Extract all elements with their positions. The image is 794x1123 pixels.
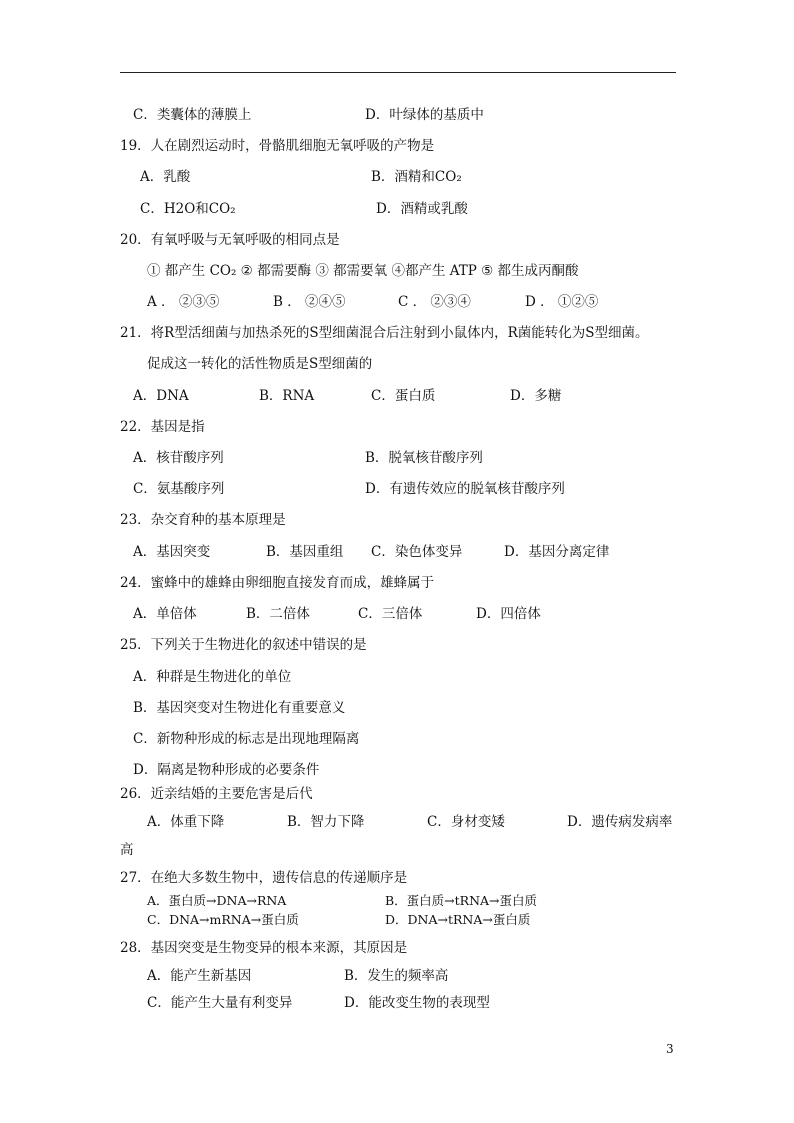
q24-option-c: C．三倍体 [358,606,423,622]
q26-option-c: C．身材变矮 [427,814,505,830]
q24-option-d: D．四倍体 [476,606,541,622]
q18-option-d: D．叶绿体的基质中 [365,107,484,123]
q26-option-b: B．智力下降 [287,814,365,830]
q20-option-a: A ． ②③⑤ [147,294,220,310]
q24-option-b: B．二倍体 [246,606,310,622]
q27-option-c: C．DNA→mRNA→蛋白质 [147,912,299,927]
q25-stem: 25．下列关于生物进化的叙述中错误的是 [120,637,367,653]
q19-stem: 19．人在剧烈运动时，骨骼肌细胞无氧呼吸的产物是 [120,138,435,154]
q26-option-d: D．遗传病发病率 [567,814,673,830]
q22-option-d: D．有遗传效应的脱氧核苷酸序列 [365,481,565,497]
q28-stem: 28．基因突变是生物变异的根本来源，其原因是 [120,940,408,956]
q28-option-b: B．发生的频率高 [344,968,449,984]
q19-option-a: A．乳酸 [140,169,191,185]
q26-stem: 26．近亲结婚的主要危害是后代 [120,786,313,802]
q23-option-c: C．染色体变异 [371,544,463,560]
q25-option-b: B．基因突变对生物进化有重要意义 [133,700,346,716]
q19-option-b: B．酒精和CO₂ [371,169,462,185]
q22-option-a: A．核苷酸序列 [133,450,224,466]
q25-option-a: A．种群是生物进化的单位 [133,669,292,685]
q24-stem: 24．蜜蜂中的雄蜂由卵细胞直接发育而成，雄蜂属于 [120,575,435,591]
q23-option-d: D．基因分离定律 [504,544,610,560]
q22-option-b: B．脱氧核苷酸序列 [365,450,483,466]
q25-option-d: D．隔离是物种形成的必要条件 [133,762,320,778]
q28-option-a: A．能产生新基因 [147,968,252,984]
q21-option-a: A．DNA [133,388,189,404]
q27-option-d: D．DNA→tRNA→蛋白质 [385,912,531,927]
q21-option-d: D．多糖 [510,388,562,404]
q21-option-b: B．RNA [259,388,315,404]
page-number: 3 [666,1042,674,1056]
q27-option-b: B．蛋白质→tRNA→蛋白质 [385,893,538,908]
q28-option-d: D．能改变生物的表现型 [344,995,490,1011]
q24-option-a: A．单倍体 [133,606,197,622]
q26-option-d-wrap: 高 [120,842,134,858]
q26-option-a: A．体重下降 [147,814,225,830]
q27-stem: 27．在绝大多数生物中，遗传信息的传递顺序是 [120,870,408,886]
q19-option-d: D．酒精或乳酸 [376,201,468,217]
q22-option-c: C．氨基酸序列 [133,481,225,497]
q20-option-d: D ． ①②⑤ [525,294,599,310]
q22-stem: 22．基因是指 [120,419,205,435]
q25-option-c: C．新物种形成的标志是出现地理隔离 [133,731,360,747]
q20-stem: 20．有氧呼吸与无氧呼吸的相同点是 [120,232,340,248]
q21-stem-line2: 促成这一转化的活性物质是S型细菌的 [147,356,373,372]
q19-option-c: C．H2O和CO₂ [140,201,236,217]
q20-option-c: C ． ②③④ [398,294,471,310]
q21-stem-line1: 21．将R型活细菌与加热杀死的S型细菌混合后注射到小鼠体内，R菌能转化为S型细菌。 [120,325,649,341]
q23-option-b: B．基因重组 [266,544,344,560]
q18-option-c: C．类囊体的薄膜上 [133,107,252,123]
header-rule [120,72,676,73]
q20-statements: ① 都产生 CO₂ ② 都需要酶 ③ 都需要氧 ④都产生 ATP ⑤ 都生成丙酮酸 [147,263,579,279]
q21-option-c: C．蛋白质 [371,388,436,404]
q23-stem: 23．杂交育种的基本原理是 [120,512,286,528]
q27-option-a: A．蛋白质→DNA→RNA [147,893,287,908]
q23-option-a: A．基因突变 [133,544,211,560]
q20-option-b: B ． ②④⑤ [273,294,346,310]
q28-option-c: C．能产生大量有利变异 [147,995,293,1011]
